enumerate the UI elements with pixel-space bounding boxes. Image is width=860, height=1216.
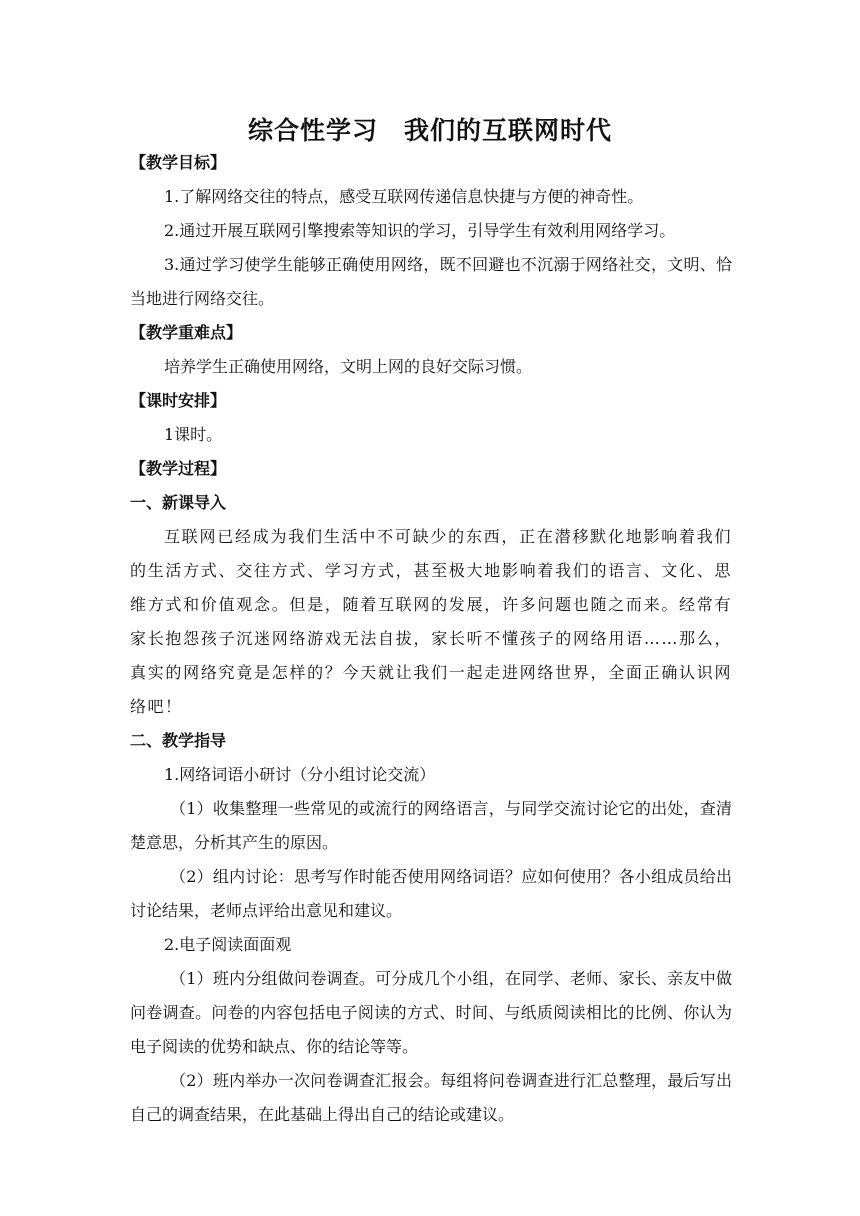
item1-sub1: （1）收集整理一些常见的或流行的网络语言，与同学交流讨论它的出处，查清楚意思，分析其产生的原因。 [130, 799, 732, 852]
goals-heading: 【教学目标】 [130, 153, 227, 172]
goal-item: 2.通过开展互联网引擎搜索等知识的学习，引导学生有效利用网络学习。 [164, 221, 676, 240]
time-text: 1课时。 [164, 425, 223, 444]
key-heading: 【教学重难点】 [130, 323, 243, 342]
title-left: 综合性学习 [247, 116, 378, 145]
part2-heading: 二、教学指导 [130, 731, 227, 750]
goal-item: 1.了解网络交往的特点，感受互联网传递信息快捷与方便的神奇性。 [164, 187, 644, 206]
item2-title: 2.电子阅读面面观 [164, 935, 292, 954]
item1-title: 1.网络词语小研讨（分小组讨论交流） [164, 765, 436, 784]
process-heading: 【教学过程】 [130, 459, 227, 478]
goal-item: 3.通过学习使学生能够正确使用网络，既不回避也不沉溺于网络社交，文明、恰当地进行网络交往。 [130, 255, 732, 308]
item1-sub2: （2）组内讨论：思考写作时能否使用网络词语？应如何使用？各小组成员给出讨论结果，老师点评给出意见和建议。 [130, 867, 732, 920]
title-right: 我们的互联网时代 [404, 116, 613, 145]
key-text: 培养学生正确使用网络，文明上网的良好交际习惯。 [164, 357, 533, 376]
item2-sub2: （2）班内举办一次问卷调查汇报会。每组将问卷调查进行汇总整理，最后写出自己的调查结果，在此基础上得出自己的结论或建议。 [130, 1071, 732, 1124]
item2-sub1: （1）班内分组做问卷调查。可分成几个小组，在同学、老师、家长、亲友中做问卷调查。问卷的内容包括电子阅读的方式、时间、与纸质阅读相比的比例、你认为电子阅读的优势和缺点、你的结论等等。 [130, 969, 732, 1056]
document-body [130, 146, 732, 1132]
page-title [0, 111, 860, 147]
part1-heading: 一、新课导入 [130, 493, 227, 512]
part1-text: 互联网已经成为我们生活中不可缺少的东西，正在潜移默化地影响着我们的生活方式、交往方式、学习方式，甚至极大地影响着我们的语言、文化、思维方式和价值观念。但是，随着互联网的发展，许多问题也随之而来。经常有家长抱怨孩子沉迷网络游戏无法自拔，家长听不懂孩子的网络用语……那么，真实的网络究竟是怎样的？今天就让我们一起走进网络世界，全面正确认识网络吧！ [130, 527, 732, 716]
time-heading: 【课时安排】 [130, 391, 227, 410]
